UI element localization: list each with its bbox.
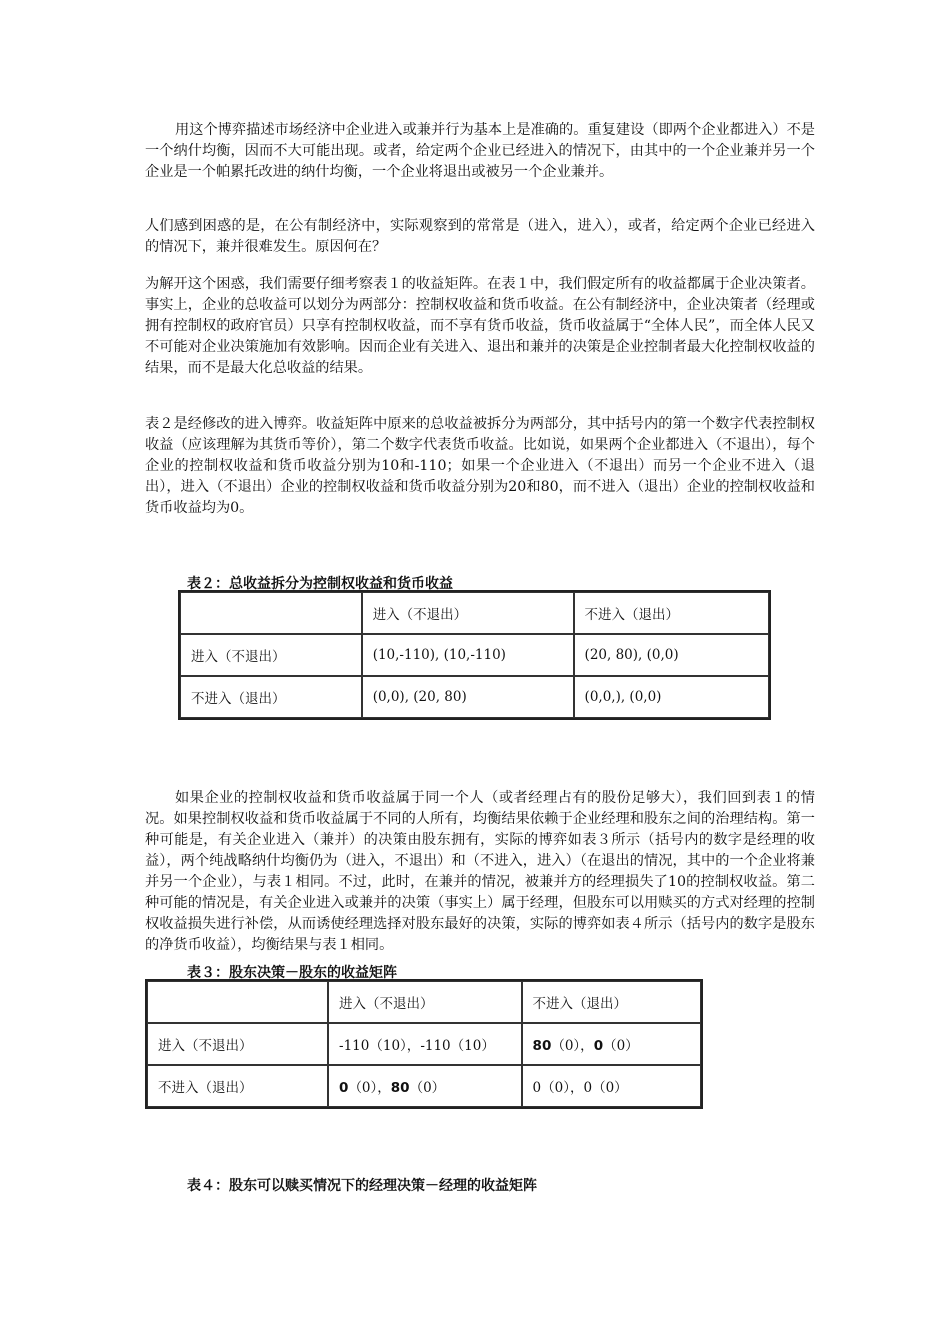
payoff-text: -110 [420, 1038, 451, 1054]
payoff-value-bold: 80 [390, 1080, 410, 1096]
payoff-text: （0）， [348, 1080, 391, 1096]
paragraph-3: 为解开这个困惑，我们需要仔细考察表１的收益矩阵。在表１中，我们假定所有的收益都属于企业决策者。事实上，企业的总收益可以划分为两部分：控制权收益和货币收益。在公有制经济中，企业决策者（经理或拥有控制权的政府官员）只享有控制权收益，而不享有货币收益，货币收益属于“全体人民”，而全体人民又不可能对企业决策施加有效影响。因而企业有关进入、退出和兼并的决策是企业控制者最大化控制权收益的结果，而不是最大化总收益的结果。 [145, 276, 815, 376]
table-row [147, 981, 701, 1023]
table-row [180, 634, 769, 676]
payoff-text: （0） [603, 1038, 639, 1054]
table2 [178, 590, 771, 720]
table-cell: (10,-110), (10,-110) [362, 634, 574, 676]
paragraph-4: 表２是经修改的进入博弈。收益矩阵中原来的总收益被拆分为两部分，其中括号内的第一个数字代表控制权收益（应该理解为其货币等价），第二个数字代表货币收益。比如说，如果两个企业都进入（不退出），每个企业的控制权收益和货币收益分别为10和-110；如果一个企业进入（不退出）而另一个企业不进入（退出），进入（不退出）企业的控制权收益和货币收益分别为20和80，而不进入（退出）企业的控制权收益和货币收益均为0。 [145, 416, 815, 516]
table-cell: (20, 80), (0,0) [574, 634, 769, 676]
table-cell [522, 1065, 701, 1107]
payoff-text: 0 [583, 1080, 593, 1096]
paragraph-2: 人们感到困惑的是，在公有制经济中，实际观察到的常常是（进入，进入），或者，给定两个企业已经进入的情况下，兼并很难发生。原因何在？ [145, 218, 815, 255]
payoff-text: -110 [339, 1038, 370, 1054]
column-header: 进入（不退出） [328, 981, 522, 1023]
payoff-text: （0） [592, 1080, 628, 1096]
table3 [145, 979, 703, 1109]
table4-caption: 表４：股东可以赎买情况下的经理决策－经理的收益矩阵 [187, 1178, 537, 1194]
payoff-text: （0）， [541, 1080, 584, 1096]
payoff-text: 0 [532, 1080, 542, 1096]
table-cell [328, 1065, 522, 1107]
payoff-text: （0）， [551, 1038, 594, 1054]
table-cell: (0,0,), (0,0) [574, 676, 769, 718]
payoff-value-bold: 0 [339, 1080, 349, 1096]
table-row [180, 592, 769, 634]
row-header: 不进入（退出） [147, 1065, 328, 1107]
column-header: 进入（不退出） [362, 592, 574, 634]
row-header: 不进入（退出） [180, 676, 362, 718]
row-header: 进入（不退出） [147, 1023, 328, 1065]
column-header: 不进入（退出） [522, 981, 701, 1023]
column-header: 不进入（退出） [574, 592, 769, 634]
table-cell: (0,0), (20, 80) [362, 676, 574, 718]
paragraph-1: 用这个博弈描述市场经济中企业进入或兼并行为基本上是准确的。重复建设（即两个企业都进入）不是一个纳什均衡，因而不大可能出现。或者，给定两个企业已经进入的情况下，由其中的一个企业兼并另一个企业是一个帕累托改进的纳什均衡，一个企业将退出或被另一个企业兼并。 [145, 122, 815, 180]
payoff-value-bold: 80 [532, 1038, 552, 1054]
payoff-text: （10） [450, 1038, 495, 1054]
table-cell [180, 592, 362, 634]
table3-caption: 表３：股东决策－股东的收益矩阵 [187, 965, 397, 981]
payoff-text: （0） [409, 1080, 446, 1096]
table2-caption: 表２：总收益拆分为控制权收益和货币收益 [187, 576, 453, 592]
paragraph-5: 如果企业的控制权收益和货币收益属于同一个人（或者经理占有的股份足够大），我们回到表１的情况。如果控制权收益和货币收益属于不同的人所有，均衡结果依赖于企业经理和股东之间的治理结构。第一种可能是，有关企业进入（兼并）的决策由股东拥有，实际的博弈如表３所示（括号内的数字是经理的收益），两个纯战略纳什均衡仍为（进入，不退出）和（不进入，进入）（在退出的情况，其中的一个企业将兼并另一个企业），与表１相同。不过，此时，在兼并的情况，被兼并方的经理损失了10的控制权收益。第二种可能的情况是，有关企业进入或兼并的决策（事实上）属于经理，但股东可以用赎买的方式对经理的控制权收益损失进行补偿，从而诱使经理选择对股东最好的决策，实际的博弈如表４所示（括号内的数字是股东的净货币收益），均衡结果与表１相同。 [145, 790, 815, 953]
table-row [180, 676, 769, 718]
table-row [147, 1065, 701, 1107]
payoff-text: （10）， [369, 1038, 421, 1054]
table-cell [522, 1023, 701, 1065]
table-row [147, 1023, 701, 1065]
row-header: 进入（不退出） [180, 634, 362, 676]
payoff-value-bold: 0 [593, 1038, 604, 1054]
table-cell [147, 981, 328, 1023]
table-cell [328, 1023, 522, 1065]
